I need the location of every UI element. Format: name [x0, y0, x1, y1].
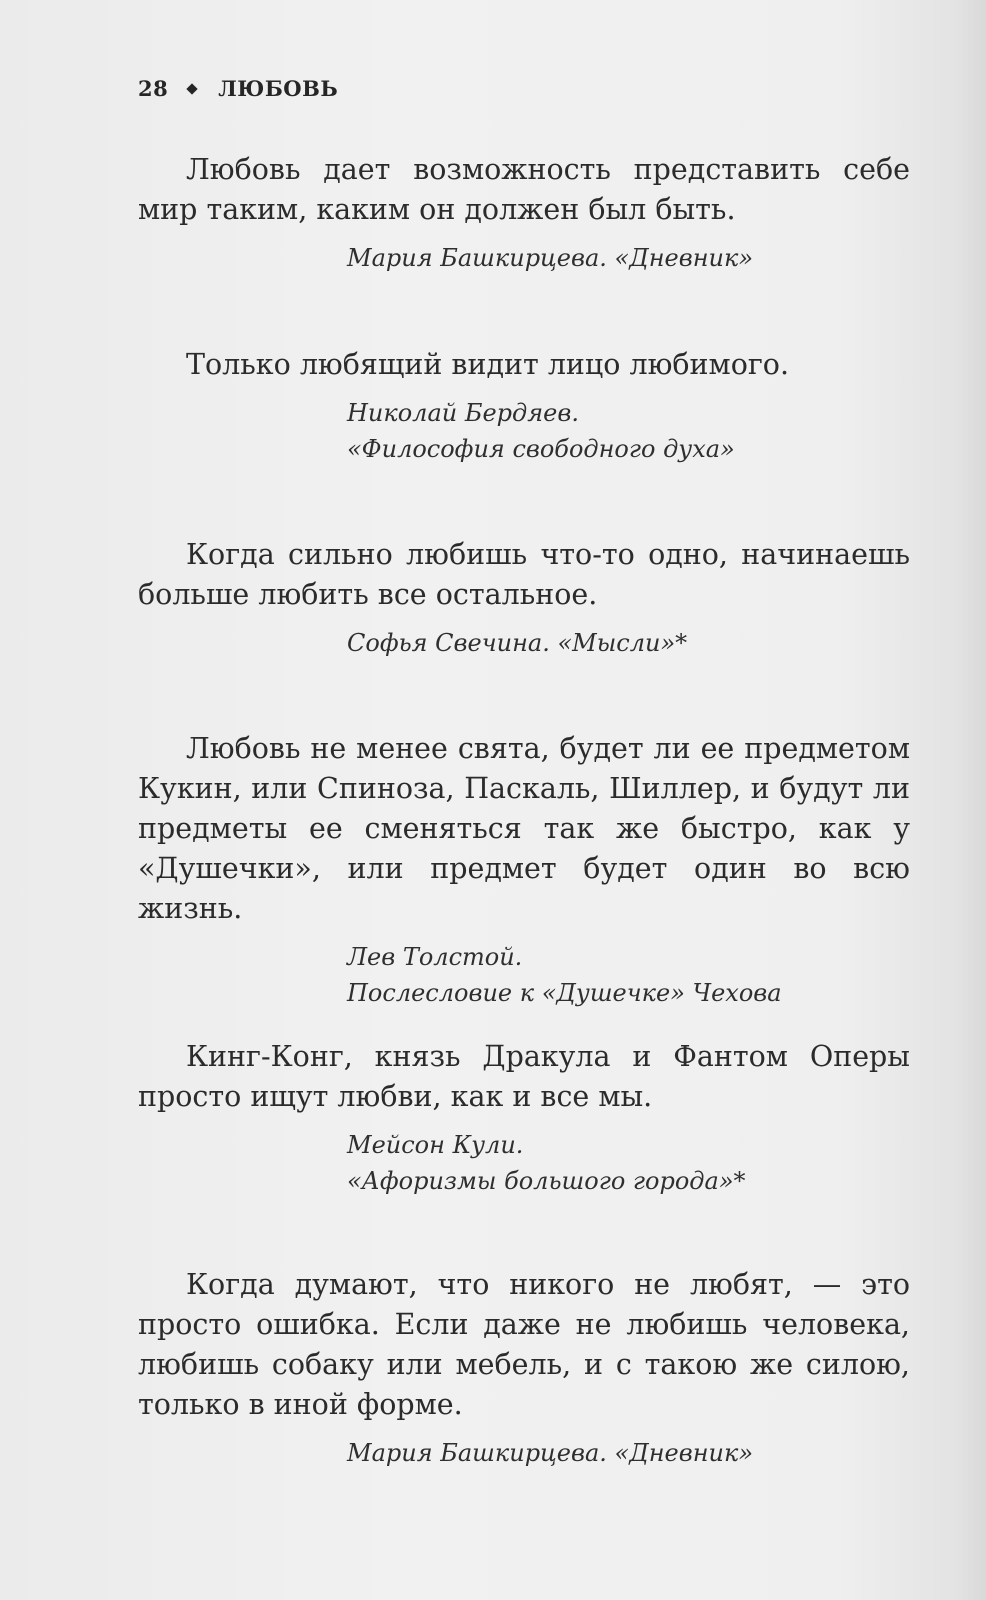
diamond-icon [187, 83, 198, 94]
quote-text: Кинг-Конг, князь Дракула и Фантом Оперы просто ищут любви, как и все мы. [138, 1040, 910, 1113]
quote-block [138, 535, 910, 661]
quote-attribution: Лев Толстой. Послесловие к «Душечке» Чехова [347, 943, 782, 1007]
section-title: ЛЮБОВЬ [218, 76, 339, 101]
quote-block [138, 729, 910, 1011]
quote-block [138, 150, 910, 276]
page-number: 28 [138, 76, 169, 101]
quote-attribution: Мейсон Кули. «Афоризмы большого города»* [347, 1131, 746, 1195]
running-header [138, 76, 338, 101]
quote-text: Когда сильно любишь что-то одно, начинаешь больше любить все остальное. [138, 538, 910, 611]
quote-text: Когда думают, что никого не любят, — это просто ошибка. Если даже не любишь человека, любишь собаку или мебель, и с такою же силою, только в иной форме. [138, 1268, 910, 1421]
quote-attribution: Николай Бердяев. «Философия свободного духа» [347, 399, 735, 463]
quote-attribution: Мария Башкирцева. «Дневник» [347, 244, 753, 272]
quote-text: Любовь не менее свята, будет ли ее предметом Кукин, или Спиноза, Паскаль, Шиллер, и будут ли предметы ее сменяться так же быстро, как у «Душечки», или предмет будет один во всю жизнь. [138, 732, 910, 925]
quote-block [138, 1265, 910, 1471]
quote-block [138, 1037, 910, 1199]
quote-attribution: Софья Свечина. «Мысли»* [347, 629, 688, 657]
quote-text: Только любящий видит лицо любимого. [186, 348, 790, 381]
quote-attribution: Мария Башкирцева. «Дневник» [347, 1439, 753, 1467]
quote-block [138, 345, 910, 467]
quote-text: Любовь дает возможность представить себе мир таким, каким он должен был быть. [138, 153, 910, 226]
